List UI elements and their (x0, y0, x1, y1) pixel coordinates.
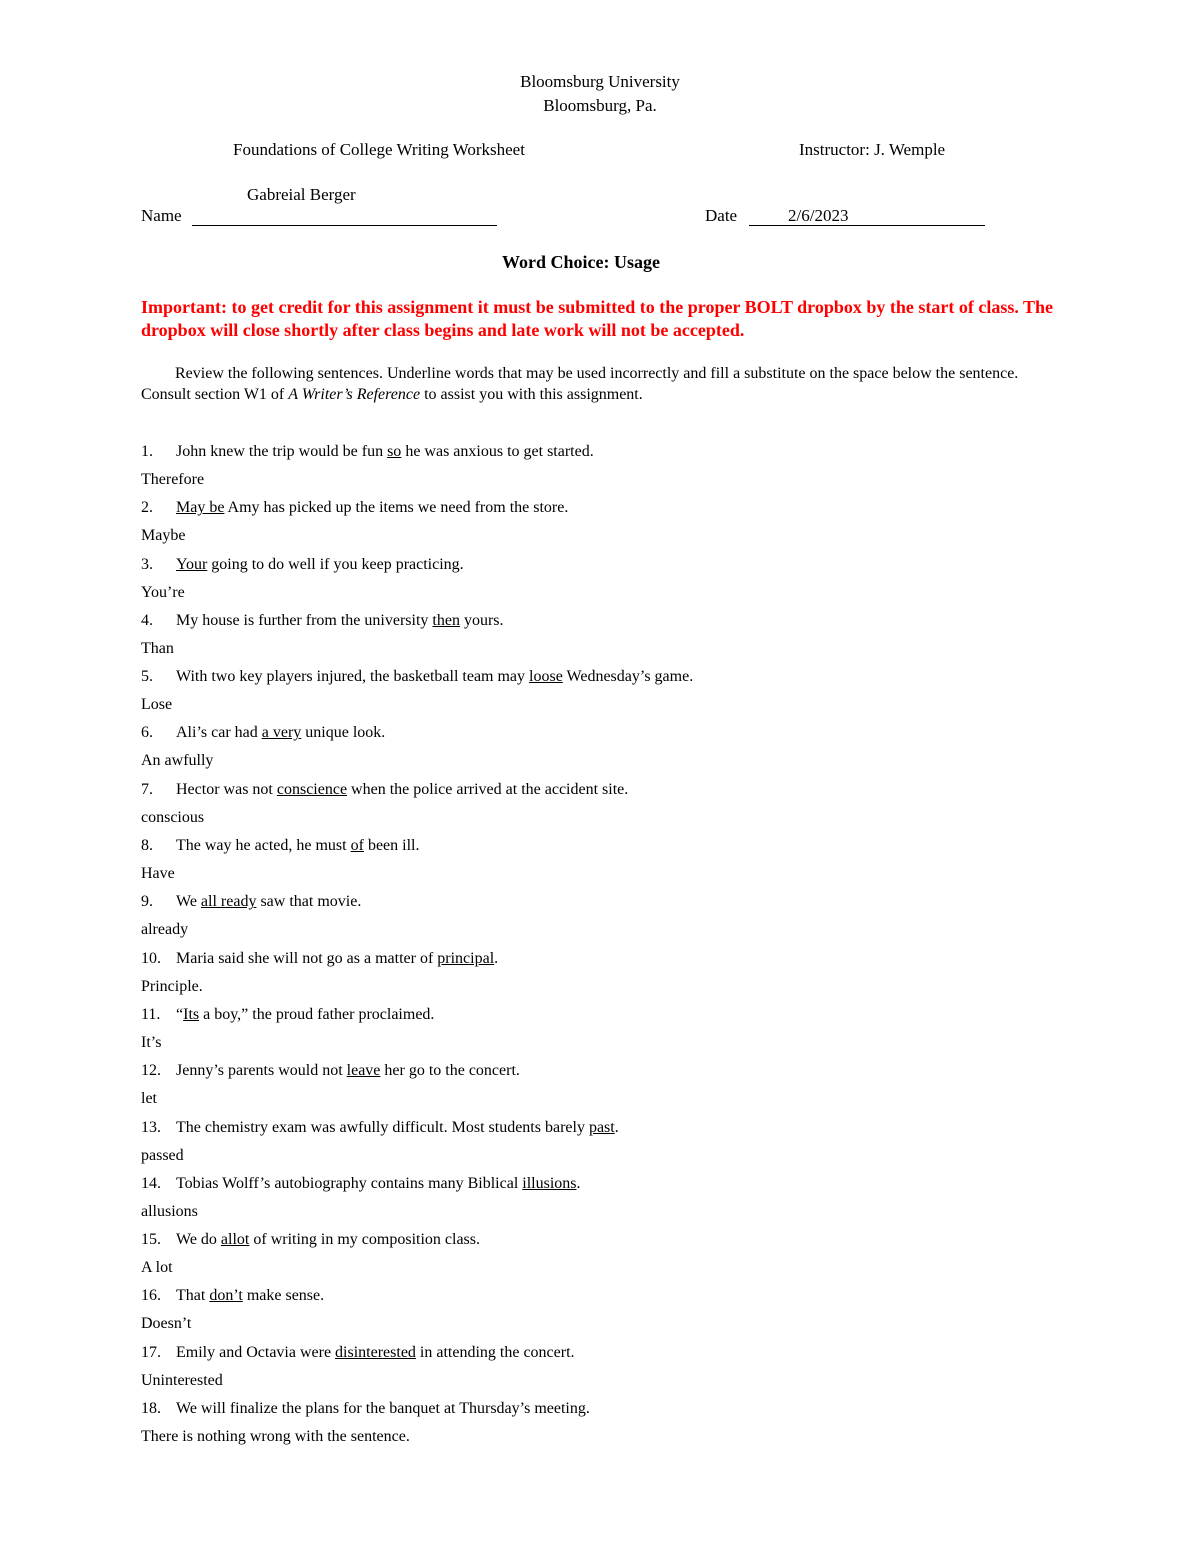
question-sentence (141, 1226, 1061, 1254)
sentence-text: Tobias Wolff’s autobiography contains many Biblical (176, 1174, 523, 1192)
instructions-text: Review the following sentences. Underline words that may be used incorrectly and fill a substitute on the space below the sentence. Consult section W1 of (141, 365, 1019, 403)
sentence-text: That (176, 1287, 210, 1305)
question-item (141, 1001, 1061, 1057)
question-sentence (141, 494, 1061, 522)
sentence-text: Hector was not (176, 780, 277, 798)
sentence-text: The chemistry exam was awfully difficult. Most students barely (176, 1118, 589, 1136)
question-item (141, 494, 1061, 550)
answer-text: Have (141, 865, 175, 883)
sentence-text-end: unique look. (301, 724, 386, 742)
underlined-word: then (432, 611, 460, 629)
worksheet-title: Word Choice: Usage (502, 252, 660, 272)
sentence-text: My house is further from the university (176, 611, 433, 629)
sentence-text: With two key players injured, the basketball team may (176, 668, 530, 686)
answer-text: An awfully (141, 752, 214, 770)
question-sentence (141, 1057, 1061, 1085)
answer-text: Uninterested (141, 1371, 223, 1389)
question-item (141, 663, 1061, 719)
underlined-word: so (387, 443, 402, 460)
sentence-text-end: . (494, 949, 499, 967)
question-sentence (141, 1114, 1061, 1142)
underlined-word: allot (220, 1231, 250, 1249)
question-number: 4. (141, 611, 153, 629)
question-number: 1. (141, 443, 153, 460)
date-value: 2/6/2023 (788, 206, 849, 225)
course-title: Foundations of College Writing Worksheet (233, 140, 525, 159)
question-item (141, 1114, 1061, 1170)
question-number: 18. (141, 1400, 161, 1418)
question-sentence (141, 945, 1061, 973)
sentence-text-end: . (576, 1174, 581, 1192)
sentence-text: We do (176, 1231, 221, 1249)
question-item (141, 832, 1061, 888)
name-fill-line (192, 225, 497, 226)
sentence-text-end: when the police arrived at the accident site. (347, 780, 629, 798)
question-number: 2. (141, 499, 153, 517)
question-number: 12. (141, 1062, 161, 1080)
sentence-text: The way he acted, he must (176, 837, 351, 855)
underlined-word: disinterested (335, 1343, 416, 1361)
important-notice: Important: to get credit for this assignment it must be submitted to the proper BOLT dropbox by the start of class. The dropbox will close shortly after class begins and late work will not be accepted. (141, 297, 1054, 340)
question-item (141, 888, 1061, 944)
underlined-word: of (350, 837, 364, 855)
question-sentence (141, 663, 1061, 691)
question-sentence (141, 776, 1061, 804)
name-label: Name (141, 206, 182, 225)
underlined-word: a very (261, 724, 302, 742)
question-number: 5. (141, 668, 153, 686)
question-number: 13. (141, 1118, 161, 1136)
question-item (141, 551, 1061, 607)
answer-text: allusions (141, 1202, 198, 1220)
question-sentence (141, 719, 1061, 747)
answer-text: passed (141, 1146, 184, 1164)
underlined-word: conscience (276, 780, 348, 798)
sentence-text: Ali’s car had (176, 724, 262, 742)
question-sentence (141, 1001, 1061, 1029)
underlined-word: Your (176, 555, 208, 573)
answer-text: Maybe (141, 527, 186, 545)
question-number: 16. (141, 1287, 161, 1305)
underlined-word: principal (437, 949, 495, 967)
question-sentence (141, 607, 1061, 635)
underlined-word: May be (176, 499, 225, 517)
question-number: 9. (141, 893, 153, 911)
sentence-text: Emily and Octavia were (176, 1343, 336, 1361)
university-name: Bloomsburg University (520, 72, 680, 91)
question-sentence (141, 551, 1061, 579)
question-item (141, 1170, 1061, 1226)
sentence-text-end: . (614, 1118, 619, 1136)
question-sentence (141, 438, 1061, 466)
question-item (141, 1339, 1061, 1395)
instructor-name: Instructor: J. Wemple (799, 140, 946, 159)
university-location: Bloomsburg, Pa. (543, 96, 657, 115)
question-item (141, 607, 1061, 663)
sentence-text-end: going to do well if you keep practicing. (207, 555, 464, 573)
answer-text: Doesn’t (141, 1315, 192, 1333)
question-sentence (141, 1282, 1061, 1310)
question-item (141, 1226, 1061, 1282)
sentence-text-end: in attending the concert. (415, 1343, 575, 1361)
question-number: 6. (141, 724, 153, 742)
instructions-text-end: to assist you with this assignment. (420, 386, 643, 403)
question-item (141, 1395, 1061, 1451)
sentence-text: Maria said she will not go as a matter of (176, 949, 438, 967)
sentence-text-end: a boy,” the proud father proclaimed. (199, 1005, 435, 1023)
question-sentence (141, 888, 1061, 916)
date-fill-line (749, 225, 985, 226)
sentence-text: We will finalize the plans for the banquet at Thursday’s meeting. (176, 1400, 590, 1418)
answer-text: Than (141, 639, 174, 657)
question-sentence (141, 832, 1061, 860)
answer-text: conscious (141, 808, 205, 826)
question-item (141, 776, 1061, 832)
sentence-text-end: Wednesday’s game. (562, 668, 694, 686)
question-sentence (141, 1395, 1061, 1423)
underlined-word: loose (529, 668, 563, 686)
sentence-text-end: saw that movie. (256, 893, 362, 911)
sentence-text: John knew the trip would be fun (176, 443, 388, 460)
question-item (141, 438, 1061, 494)
sentence-text-end: of writing in my composition class. (249, 1231, 481, 1249)
sentence-text-end: been ill. (363, 837, 420, 855)
answer-text: A lot (141, 1259, 173, 1277)
answer-text: It’s (141, 1033, 162, 1051)
sentence-text: “ (176, 1005, 184, 1023)
question-number: 17. (141, 1343, 161, 1361)
answer-text: Principle. (141, 977, 203, 995)
underlined-word: all ready (200, 893, 257, 911)
instructions (141, 363, 1051, 405)
question-item (141, 1282, 1061, 1338)
sentence-text: Jenny’s parents would not (176, 1062, 347, 1080)
answer-text: Lose (141, 696, 173, 714)
underlined-word: leave (346, 1062, 381, 1080)
question-number: 14. (141, 1174, 161, 1192)
answer-text: Therefore (141, 471, 205, 488)
question-list (141, 438, 1061, 1451)
sentence-text-end: Amy has picked up the items we need from the store. (224, 499, 569, 517)
sentence-text-end: her go to the concert. (380, 1062, 520, 1080)
question-number: 3. (141, 555, 153, 573)
question-number: 7. (141, 780, 153, 798)
underlined-word: illusions (522, 1174, 577, 1192)
question-sentence (141, 1339, 1061, 1367)
question-number: 8. (141, 837, 153, 855)
date-label: Date (705, 206, 738, 225)
answer-text: let (141, 1090, 157, 1108)
underlined-word: don’t (209, 1287, 243, 1305)
answer-text: already (141, 921, 189, 939)
sentence-text-end: make sense. (242, 1287, 325, 1305)
question-sentence (141, 1170, 1061, 1198)
question-item (141, 1057, 1061, 1113)
sentence-text: We (176, 893, 201, 911)
question-number: 11. (141, 1005, 161, 1023)
underlined-word: Its (183, 1005, 200, 1023)
book-title: A Writer’s Reference (288, 386, 421, 403)
question-item (141, 719, 1061, 775)
sentence-text-end: he was anxious to get started. (401, 443, 594, 460)
answer-text: There is nothing wrong with the sentence. (141, 1428, 410, 1446)
student-name-value: Gabreial Berger (247, 185, 356, 204)
sentence-text-end: yours. (459, 611, 504, 629)
question-item (141, 945, 1061, 1001)
question-number: 10. (141, 949, 161, 967)
answer-text: You’re (141, 583, 185, 601)
underlined-word: past (588, 1118, 615, 1136)
question-number: 15. (141, 1231, 161, 1249)
